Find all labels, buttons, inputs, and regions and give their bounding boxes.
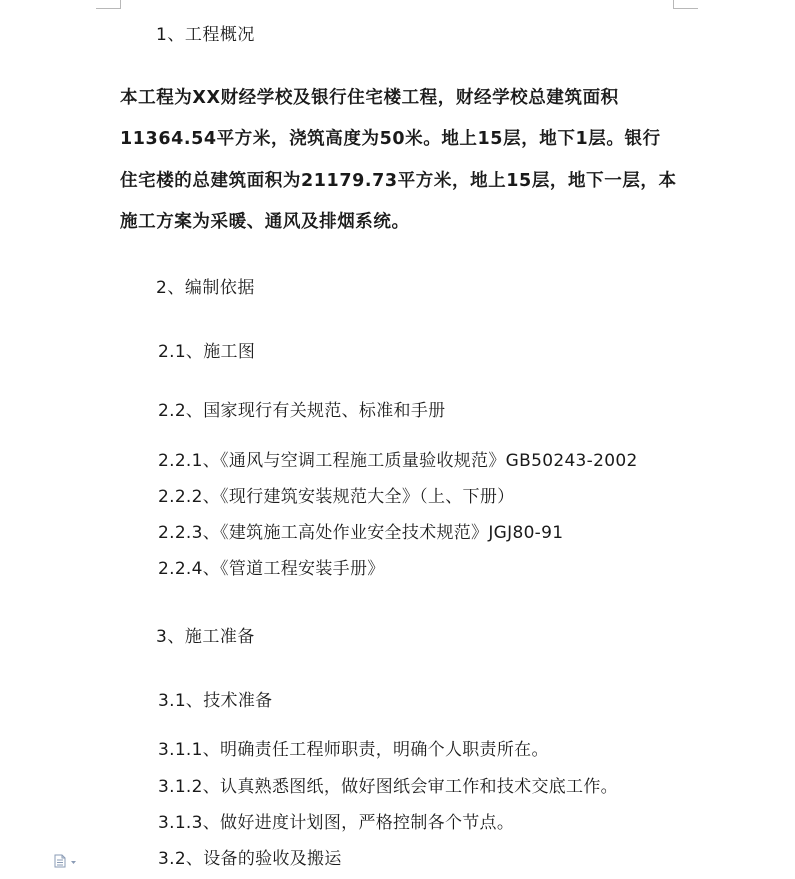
heading-3: 3、施工准备	[156, 627, 255, 647]
heading-2-2: 2.2、国家现行有关规范、标准和手册	[158, 401, 446, 421]
list-item: 3.1.1、明确责任工程师职责，明确个人职责所在。	[158, 740, 549, 760]
list-item: 2.2.2、《现行建筑安装规范大全》（上、下册）	[158, 487, 515, 507]
list-item: 2.2.1、《通风与空调工程施工质量验收规范》GB50243-2002	[158, 451, 638, 471]
paragraph-line-1: 本工程为XX财经学校及银行住宅楼工程，财经学校总建筑面积	[120, 88, 619, 108]
heading-1: 1、工程概况	[156, 25, 255, 45]
paragraph-line-4: 施工方案为采暖、通风及排烟系统。	[120, 212, 410, 232]
page-corner-mark-right	[673, 0, 698, 9]
list-item: 2.2.4、《管道工程安装手册》	[158, 559, 385, 579]
list-item: 3.1.3、做好进度计划图，严格控制各个节点。	[158, 813, 515, 833]
heading-2: 2、编制依据	[156, 278, 255, 298]
paragraph-line-3: 住宅楼的总建筑面积为21179.73平方米，地上15层，地下一层，本	[120, 171, 677, 191]
heading-2-1: 2.1、施工图	[158, 342, 256, 362]
page-corner-mark-left	[96, 0, 121, 9]
list-item: 3.1.2、认真熟悉图纸，做好图纸会审工作和技术交底工作。	[158, 777, 618, 797]
heading-3-2: 3.2、设备的验收及搬运	[158, 849, 342, 869]
document-icon[interactable]	[54, 853, 78, 867]
heading-3-1: 3.1、技术准备	[158, 691, 273, 711]
list-item: 2.2.3、《建筑施工高处作业安全技术规范》JGJ80-91	[158, 523, 564, 543]
paragraph-line-2: 11364.54平方米，浇筑高度为50米。地上15层，地下1层。银行	[120, 129, 661, 149]
